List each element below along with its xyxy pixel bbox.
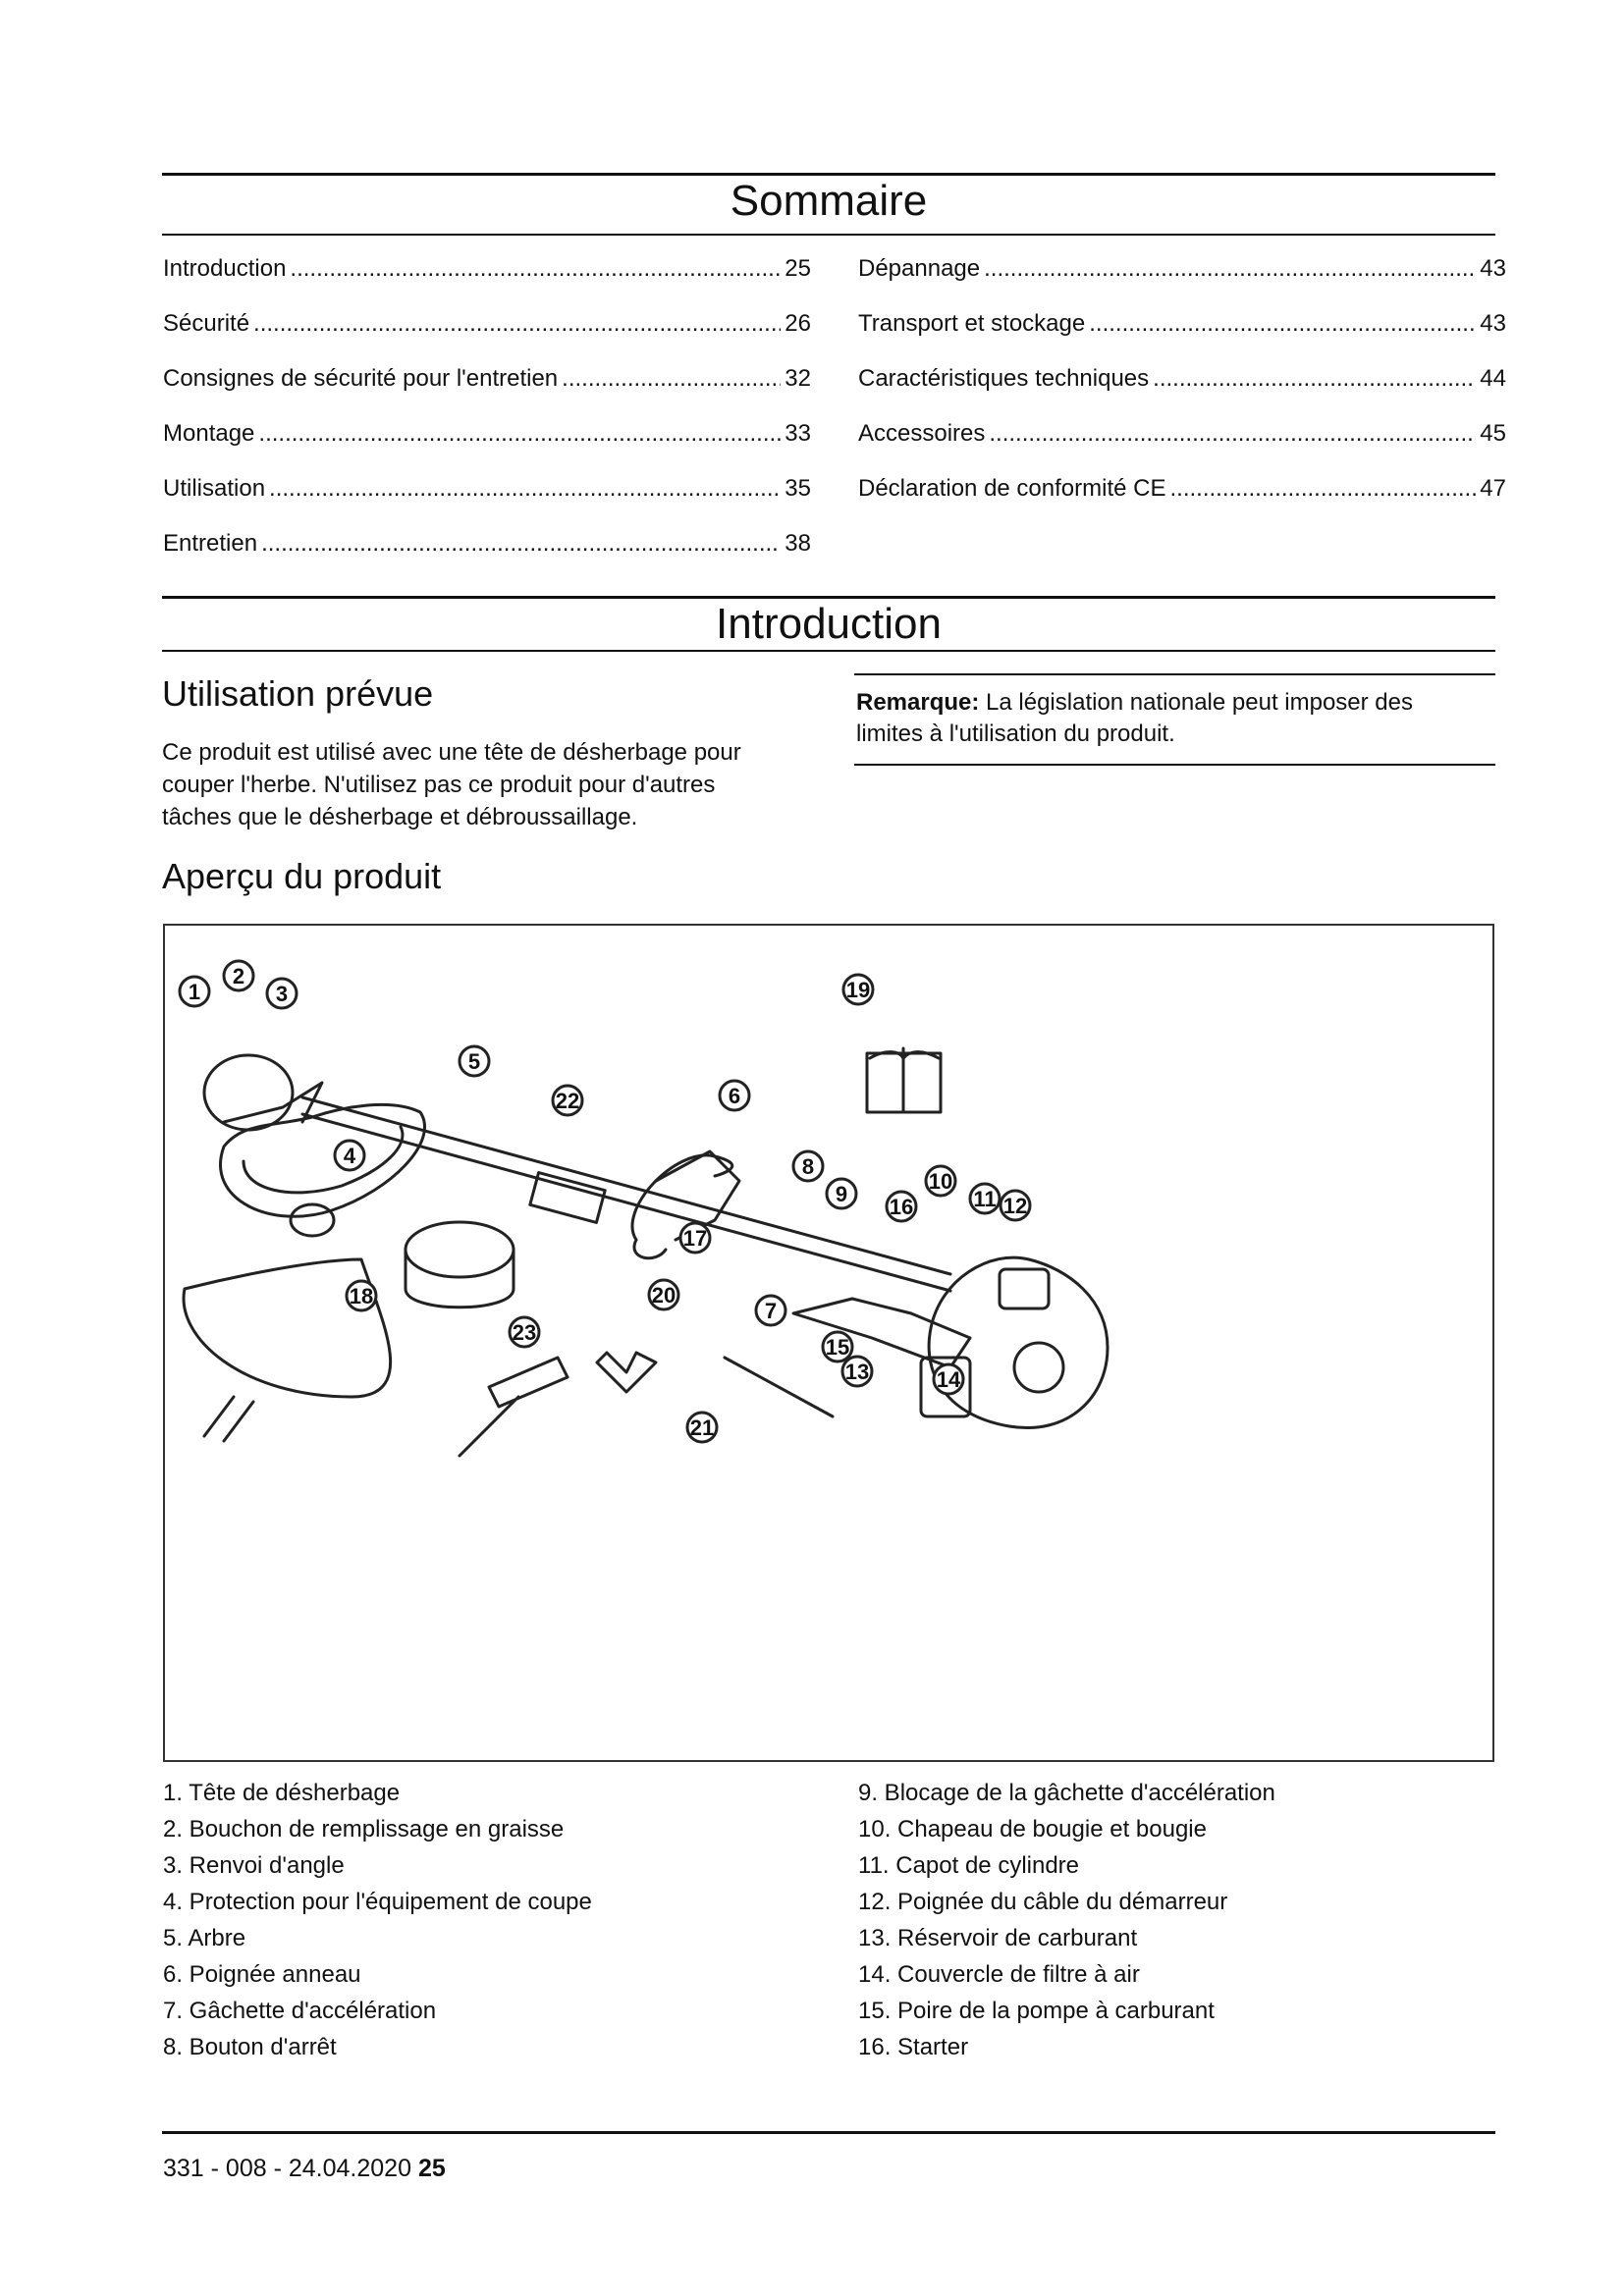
svg-text:1: 1 bbox=[188, 980, 201, 1004]
trimmer-head-drawing bbox=[204, 1055, 293, 1130]
socket-wrench-drawing bbox=[460, 1358, 568, 1456]
svg-text:2: 2 bbox=[232, 964, 245, 988]
svg-text:19: 19 bbox=[845, 978, 871, 1002]
callout-11 bbox=[970, 1184, 1000, 1213]
svg-text:18: 18 bbox=[349, 1284, 374, 1308]
legend-right-column bbox=[858, 1775, 1275, 2065]
legend-item: 9. Blocage de la gâchette d'accélération bbox=[858, 1780, 1275, 1806]
manual-book-icon bbox=[867, 1048, 941, 1112]
callout-2 bbox=[224, 961, 253, 990]
spare-head-drawing bbox=[406, 1222, 514, 1277]
page-number: 25 bbox=[417, 2155, 446, 2182]
legend-item: 10. Chapeau de bougie et bougie bbox=[858, 1816, 1207, 1842]
callout-6 bbox=[720, 1081, 749, 1110]
spare-guard-stand bbox=[204, 1397, 253, 1441]
toc-entry[interactable]: Entretien ..... 38 bbox=[163, 530, 811, 585]
callout-12 bbox=[1001, 1191, 1030, 1220]
footer-rule bbox=[162, 2131, 1495, 2134]
note-text-2: limites à l'utilisation du produit. bbox=[856, 721, 1175, 747]
legend-item: 16. Starter bbox=[858, 2034, 969, 2060]
sommaire-bottom-rule bbox=[162, 234, 1495, 236]
remarque-note bbox=[854, 673, 1495, 766]
svg-text:16: 16 bbox=[889, 1195, 914, 1219]
sommaire-title: Sommaire bbox=[730, 177, 928, 225]
svg-text:7: 7 bbox=[764, 1299, 778, 1323]
legend-item: 6. Poignée anneau bbox=[163, 1961, 361, 1988]
svg-text:9: 9 bbox=[835, 1182, 848, 1206]
callout-10 bbox=[926, 1166, 955, 1196]
callout-8 bbox=[793, 1151, 823, 1181]
product-overview-figure bbox=[163, 924, 1494, 1762]
callout-9 bbox=[827, 1179, 856, 1208]
toc-entry[interactable]: Introduction ..... 25 bbox=[163, 255, 811, 310]
guard-adapter-drawing bbox=[291, 1204, 334, 1236]
engine-drawing bbox=[929, 1257, 1108, 1427]
callout-22 bbox=[553, 1086, 582, 1115]
svg-text:11: 11 bbox=[973, 1187, 997, 1211]
callout-5 bbox=[460, 1046, 489, 1076]
legend-left-column bbox=[163, 1775, 592, 2065]
introduction-title: Introduction bbox=[716, 600, 942, 648]
svg-text:15: 15 bbox=[825, 1335, 850, 1360]
legend-item: 8. Bouton d'arrêt bbox=[163, 2034, 337, 2060]
toc-entry[interactable]: Montage ..... 33 bbox=[163, 420, 811, 475]
note-label: Remarque: bbox=[856, 689, 980, 716]
legend-item: 3. Renvoi d'angle bbox=[163, 1852, 345, 1879]
legend-item: 2. Bouchon de remplissage en graisse bbox=[163, 1816, 565, 1842]
callout-23 bbox=[510, 1317, 539, 1347]
callout-16 bbox=[887, 1192, 916, 1221]
utilisation-paragraph: Ce produit est utilisé avec une tête de désherbage pour couper l'herbe. N'utilisez pas ce produit pour d'autres tâches que le désherbage et débroussaillage. bbox=[162, 739, 741, 830]
callout-19 bbox=[843, 975, 873, 1004]
legend-item: 7. Gâchette d'accélération bbox=[163, 1998, 437, 2024]
callout-1 bbox=[180, 977, 209, 1006]
legend-item: 5. Arbre bbox=[163, 1925, 246, 1951]
callout-7 bbox=[756, 1296, 785, 1325]
callout-17 bbox=[680, 1223, 710, 1253]
svg-text:20: 20 bbox=[651, 1283, 677, 1308]
legend-item: 13. Réservoir de carburant bbox=[858, 1925, 1138, 1951]
note-text: La législation nationale peut imposer des bbox=[979, 689, 1413, 716]
svg-text:13: 13 bbox=[844, 1360, 870, 1384]
legend-item: 15. Poire de la pompe à carburant bbox=[858, 1998, 1215, 2024]
legend-item: 14. Couvercle de filtre à air bbox=[858, 1961, 1140, 1988]
toc-entry[interactable]: Accessoires ..... 45 bbox=[858, 420, 1506, 475]
callout-15 bbox=[823, 1332, 852, 1362]
svg-text:14: 14 bbox=[936, 1367, 961, 1392]
hex-key-drawing bbox=[597, 1353, 656, 1392]
svg-text:6: 6 bbox=[728, 1084, 741, 1108]
toc-entry[interactable]: Caractéristiques techniques ..... 44 bbox=[858, 365, 1506, 420]
svg-text:23: 23 bbox=[512, 1320, 537, 1345]
toc-left-column bbox=[163, 255, 811, 585]
introduction-bottom-rule bbox=[162, 650, 1495, 652]
utilisation-prevue-heading: Utilisation prévue bbox=[162, 673, 434, 714]
air-filter-drawing bbox=[1014, 1343, 1063, 1392]
callout-4 bbox=[335, 1141, 364, 1170]
toc-entry[interactable]: Déclaration de conformité CE ..... 47 bbox=[858, 475, 1506, 530]
page-footer bbox=[163, 2155, 446, 2183]
legend-item: 11. Capot de cylindre bbox=[858, 1852, 1080, 1879]
svg-text:12: 12 bbox=[1002, 1194, 1028, 1218]
svg-text:8: 8 bbox=[801, 1154, 815, 1179]
svg-text:4: 4 bbox=[343, 1144, 356, 1168]
sommaire-top-rule bbox=[162, 173, 1495, 176]
toc-right-column bbox=[858, 255, 1506, 530]
callout-3 bbox=[267, 979, 297, 1008]
document-code: 331 - 008 - 24.04.2020 bbox=[163, 2155, 418, 2182]
trimmer-illustration bbox=[165, 926, 1492, 1760]
toc-entry[interactable]: Utilisation ..... 35 bbox=[163, 475, 811, 530]
toc-entry[interactable]: Dépannage ..... 43 bbox=[858, 255, 1506, 310]
callout-13 bbox=[842, 1357, 872, 1386]
apercu-produit-heading: Aperçu du produit bbox=[162, 856, 442, 896]
svg-text:21: 21 bbox=[689, 1415, 715, 1440]
legend-item: 4. Protection pour l'équipement de coupe bbox=[163, 1889, 592, 1915]
callout-18 bbox=[347, 1281, 376, 1310]
svg-text:22: 22 bbox=[555, 1089, 580, 1113]
svg-text:17: 17 bbox=[682, 1226, 708, 1251]
toc-entry[interactable]: Transport et stockage ..... 43 bbox=[858, 310, 1506, 365]
legend-item: 12. Poignée du câble du démarreur bbox=[858, 1889, 1228, 1915]
callout-20 bbox=[649, 1280, 678, 1309]
toc-entry[interactable]: Sécurité ..... 26 bbox=[163, 310, 811, 365]
svg-text:10: 10 bbox=[928, 1169, 953, 1194]
svg-text:3: 3 bbox=[275, 982, 289, 1006]
guard-inner-drawing bbox=[244, 1127, 403, 1193]
legend-item: 1. Tête de désherbage bbox=[163, 1780, 401, 1806]
rod-tool-drawing bbox=[725, 1358, 833, 1416]
callout-14 bbox=[934, 1364, 963, 1394]
introduction-top-rule bbox=[162, 596, 1495, 599]
cylinder-cover-drawing bbox=[1000, 1269, 1049, 1308]
callout-21 bbox=[687, 1413, 717, 1442]
svg-text:5: 5 bbox=[467, 1049, 481, 1074]
toc-entry[interactable]: Consignes de sécurité pour l'entretien ..... 32 bbox=[163, 365, 811, 420]
